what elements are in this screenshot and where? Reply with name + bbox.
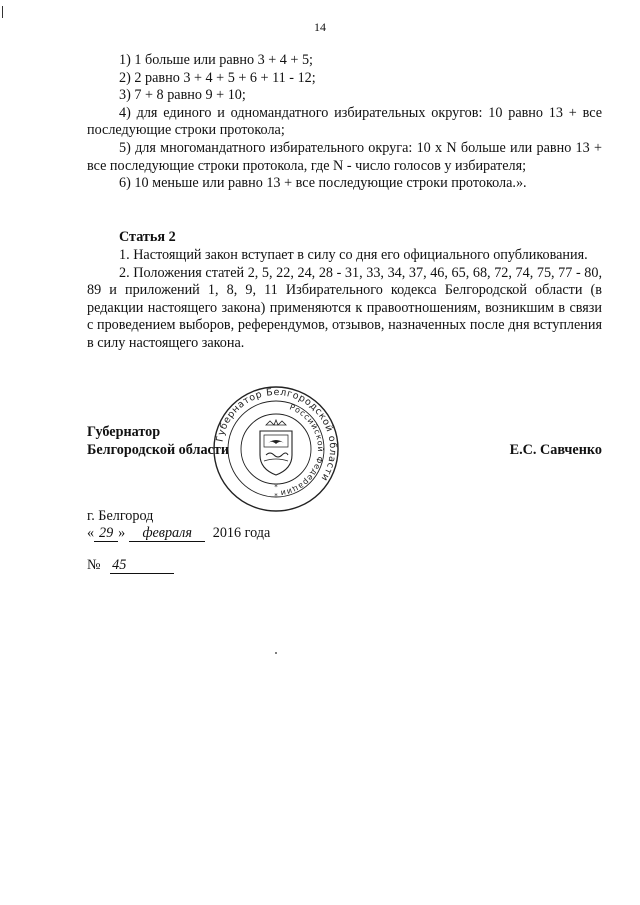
place-of-signing: г. Белгород xyxy=(87,508,154,524)
date-close-quote: » xyxy=(118,525,126,541)
signing-date xyxy=(87,525,270,542)
seal-inner-text: Российской Федерации xyxy=(279,402,326,498)
page-number: 14 xyxy=(314,20,326,34)
list-item: 1) 1 больше или равно 3 + 4 + 5; xyxy=(119,52,313,68)
article-body xyxy=(87,247,602,353)
signatory-title-line: Губернатор xyxy=(87,424,161,440)
list-item: 3) 7 + 8 равно 9 + 10; xyxy=(119,87,246,104)
list-item: 6) 10 меньше или равно 13 + все последующие строки протокола.». xyxy=(119,175,527,192)
list-item: 2) 2 равно 3 + 4 + 5 + 6 + 11 - 12; xyxy=(119,69,316,86)
number-value: 45 xyxy=(110,557,174,574)
scan-edge-mark xyxy=(2,6,3,18)
date-month: февраля xyxy=(129,525,205,542)
date-year: 2016 года xyxy=(212,525,271,541)
article-paragraph: 1. Настоящий закон вступает в силу со дня его официального опубликования. xyxy=(119,247,588,263)
article-paragraph: 2. Положения статей 2, 5, 22, 24, 28 - 31, 33, 34, 37, 46, 65, 68, 72, 74, 75, 77 - 80, 89 и приложений 1, 8, 9, 11 Избирательного кодекса Белгородской области (в редакции настоящего закона) применяются к правоотношениям, возникшим в связи с проведением выборов, референдумов, отзывов, назначенных после дня вступления в силу настоящего закона. xyxy=(87,264,602,351)
seal-star-icon: * xyxy=(274,492,278,500)
coat-of-arms-icon xyxy=(260,420,292,475)
list-item: 4) для единого и одномандатного избирательных округов: 10 равно 13 + все последующие строки протокола; xyxy=(87,104,602,139)
number-prefix: № xyxy=(87,557,101,573)
seal-outer-text: Губернатор Белгородской области xyxy=(214,386,339,484)
scan-speck xyxy=(275,652,277,654)
list-item: 5) для многомандатного избирательного округа: 10 х N больше или равно 13 + все последующие строки протокола, где N - число голосов у избирателя; xyxy=(87,139,602,174)
date-open-quote: « xyxy=(87,525,95,541)
protocol-check-list xyxy=(87,52,602,193)
official-seal xyxy=(212,385,340,513)
signatory-title-line: Белгородской области xyxy=(87,441,229,458)
article-heading: Статья 2 xyxy=(119,229,176,245)
signatory-title xyxy=(87,424,229,459)
seal-star-icon: * xyxy=(274,483,278,491)
law-number xyxy=(87,557,174,574)
date-day: 29 xyxy=(94,525,118,542)
signatory-name: Е.С. Савченко xyxy=(509,442,602,458)
